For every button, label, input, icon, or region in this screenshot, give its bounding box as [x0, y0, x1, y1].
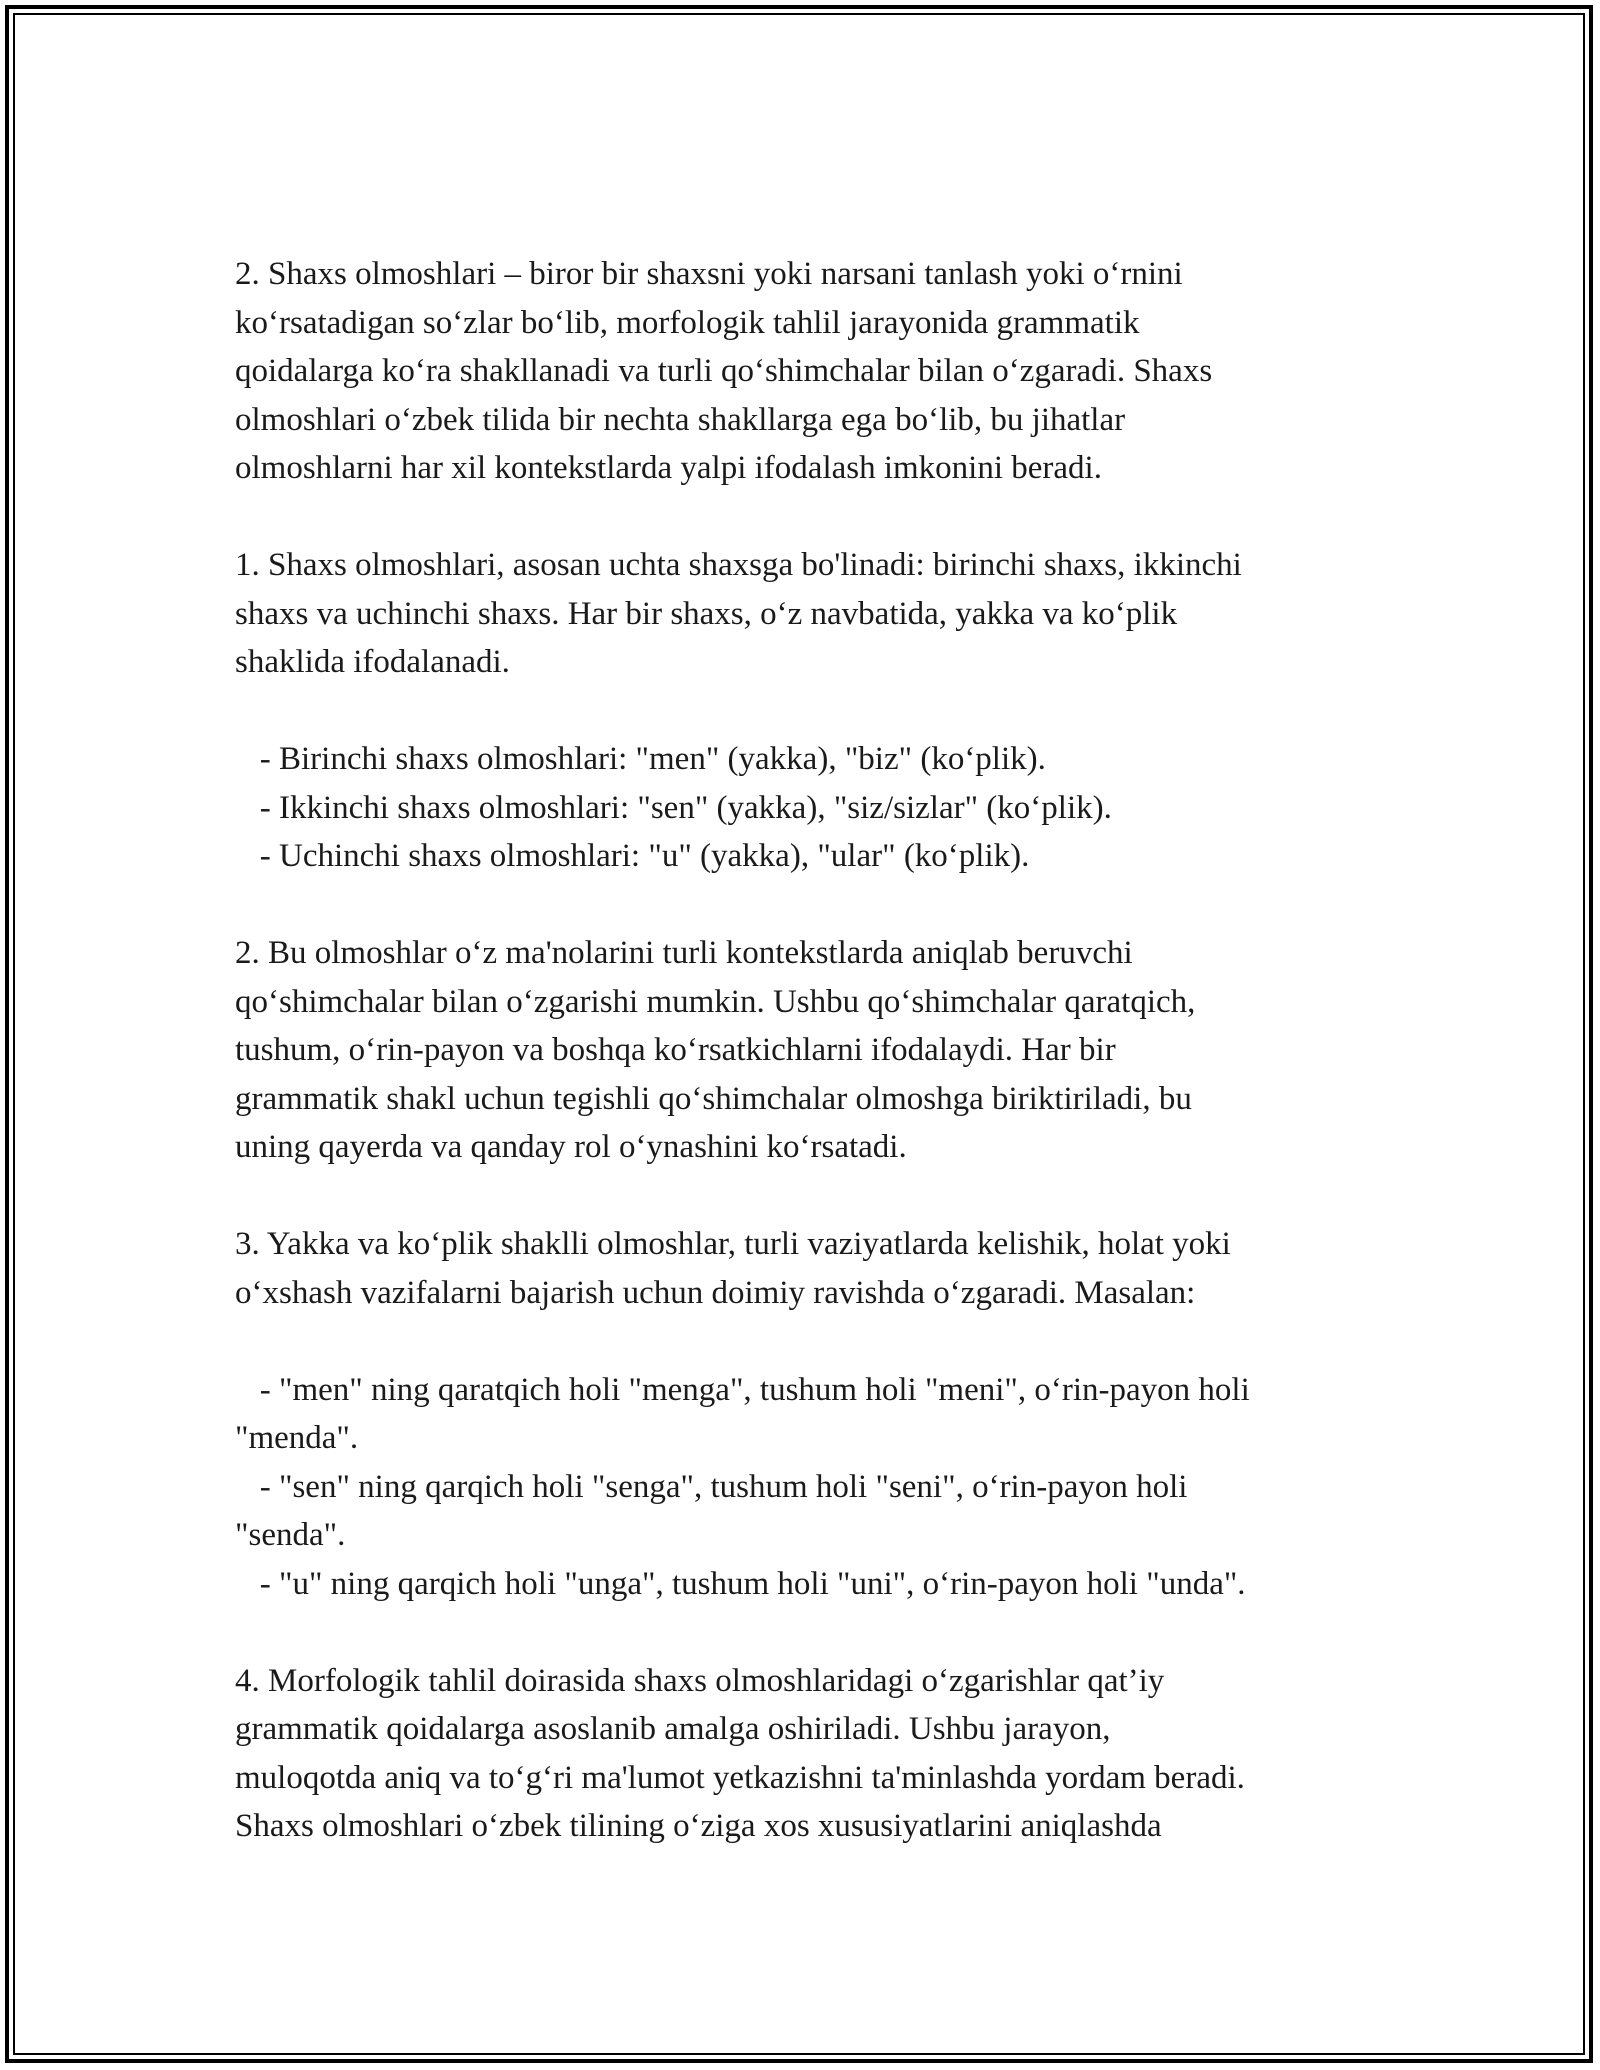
- text-line: uning qayerda va qanday rol o‘ynashini ko‘rsatadi.: [235, 1129, 907, 1165]
- text-line: olmoshlarni har xil kontekstlarda yalpi ifodalash imkonini beradi.: [235, 450, 1102, 486]
- text-line: muloqotda aniq va to‘g‘ri ma'lumot yetkazishni ta'minlashda yordam beradi.: [235, 1759, 1245, 1796]
- text-line: grammatik qoidalarga asoslanib amalga oshiriladi. Ushbu jarayon,: [235, 1711, 1111, 1747]
- text-line: 3. Yakka va ko‘plik shaklli olmoshlar, turli vaziyatlarda kelishik, holat yoki: [235, 1226, 1231, 1262]
- list-item: "senda".: [235, 1517, 346, 1553]
- list-item: - Ikkinchi shaxs olmoshlari: "sen" (yakka), "siz/sizlar" (ko‘plik).: [235, 789, 1112, 826]
- paragraph-gap: [235, 687, 1375, 736]
- text-line: qoidalarga ko‘ra shakllanadi va turli qo‘shimchalar bilan o‘zgaradi. Shaxs: [235, 353, 1213, 389]
- text-line: o‘xshash vazifalarni bajarish uchun doimiy ravishda o‘zgaradi. Masalan:: [235, 1274, 1196, 1311]
- paragraph-gap: [235, 881, 1375, 930]
- paragraph-point-4: [235, 1657, 1375, 1851]
- paragraph-gap: [235, 1172, 1375, 1221]
- text-line: 2. Bu olmoshlar o‘z ma'nolarini turli kontekstlarda aniqlab beruvchi: [235, 935, 1133, 971]
- list-item: - "sen" ning qarqich holi "senga", tushum holi "seni", o‘rin-payon holi: [235, 1468, 1188, 1505]
- text-line: olmoshlari o‘zbek tilida bir nechta shakllarga ega bo‘lib, bu jihatlar: [235, 401, 1126, 438]
- paragraph-point-1: [235, 541, 1375, 687]
- document-body: [235, 250, 1375, 1851]
- list-item: - "men" ning qaratqich holi "menga", tushum holi "meni", o‘rin-payon holi: [235, 1371, 1250, 1408]
- text-line: ko‘rsatadigan so‘zlar bo‘lib, morfologik tahlil jarayonida grammatik: [235, 304, 1140, 341]
- text-line: 1. Shaxs olmoshlari, asosan uchta shaxsga bo'linadi: birinchi shaxs, ikkinchi: [235, 547, 1242, 583]
- text-line: 2. Shaxs olmoshlari – biror bir shaxsni yoki narsani tanlash yoki o‘rnini: [235, 256, 1183, 292]
- text-line: shaxs va uchinchi shaxs. Har bir shaxs, o‘z navbatida, yakka va ko‘plik: [235, 595, 1178, 632]
- paragraph-gap: [235, 1608, 1375, 1657]
- list-item: "menda".: [235, 1420, 359, 1456]
- list-case-examples: [235, 1366, 1375, 1609]
- paragraph-point-2: [235, 929, 1375, 1172]
- paragraph-intro: [235, 250, 1375, 493]
- list-item: - Uchinchi shaxs olmoshlari: "u" (yakka), "ular" (ko‘plik).: [235, 838, 1030, 874]
- list-item: - "u" ning qarqich holi "unga", tushum holi "uni", o‘rin-payon holi "unda".: [235, 1565, 1246, 1602]
- text-line: grammatik shakl uchun tegishli qo‘shimchalar olmoshga biriktiriladi, bu: [235, 1080, 1192, 1117]
- text-line: 4. Morfologik tahlil doirasida shaxs olmoshlaridagi o‘zgarishlar qat’iy: [235, 1662, 1165, 1699]
- list-item: - Birinchi shaxs olmoshlari: "men" (yakka), "biz" (ko‘plik).: [235, 741, 1046, 777]
- paragraph-gap: [235, 493, 1375, 542]
- text-line: tushum, o‘rin-payon va boshqa ko‘rsatkichlarni ifodalaydi. Har bir: [235, 1032, 1116, 1068]
- list-person-pronouns: [235, 735, 1375, 881]
- paragraph-gap: [235, 1317, 1375, 1366]
- text-line: shaklida ifodalanadi.: [235, 644, 510, 680]
- paragraph-point-3: [235, 1220, 1375, 1317]
- text-line: qo‘shimchalar bilan o‘zgarishi mumkin. Ushbu qo‘shimchalar qaratqich,: [235, 983, 1196, 1020]
- text-line: Shaxs olmoshlari o‘zbek tilining o‘ziga xos xususiyatlarini aniqlashda: [235, 1808, 1162, 1844]
